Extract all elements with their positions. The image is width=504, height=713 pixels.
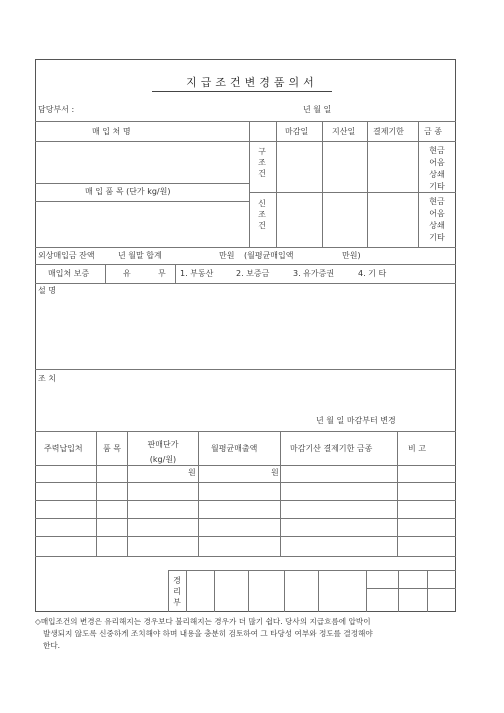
collateral-opt-2: 2. 보증금 xyxy=(236,269,270,278)
change-date: 년 월 일 마감부터 변경 xyxy=(316,416,396,425)
collateral-no: 무 xyxy=(158,269,166,278)
monthly-purchase-unit: 만원) xyxy=(342,251,361,260)
money-types-old: 현금 어음 상쇄 기타 xyxy=(429,146,445,191)
collateral-opt-1: 1. 부동산 xyxy=(180,269,214,278)
new-condition-label: 신 조 건 xyxy=(258,199,266,230)
col-header-start: 지산일 xyxy=(332,127,356,136)
t2-header-terms: 마감기산 결제기한 금종 xyxy=(290,444,373,453)
title-underline xyxy=(152,91,332,92)
goods-label: 매 입 품 목 (단가 kg/원) xyxy=(85,187,171,196)
t2-header-item: 품 목 xyxy=(103,444,121,453)
t2-header-unit-price: 판매단가 (kg/원) xyxy=(147,440,179,464)
collateral-label: 매입처 보증 xyxy=(48,269,90,278)
monthly-purchase-label: (월평균매입액 xyxy=(244,251,294,260)
balance-period: 년 월말 합계 xyxy=(118,251,162,260)
note-line-1: ◇매입조건의 변경은 유리해지는 경우보다 불리해지는 경우가 더 많기 쉽다. 당사의 지급흐름에 압박이 xyxy=(35,617,371,626)
date-label: 년 월 일 xyxy=(303,105,332,114)
col-header-closing: 마감일 xyxy=(285,127,309,136)
notes xyxy=(35,616,475,652)
col-header-payment-term: 결제기한 xyxy=(373,127,404,136)
note-line-2: 발생되지 않도록 신중하게 조치해야 하며 내용을 충분히 검토하여 그 타당성 여부와 정도를 결정해야 xyxy=(43,629,373,638)
t2-header-monthly-sales: 월평균매출액 xyxy=(211,444,258,453)
explanation-label: 설 명 xyxy=(38,286,56,295)
collateral-opt-4: 4. 기 타 xyxy=(358,269,387,278)
old-condition-label: 구 조 건 xyxy=(258,147,266,178)
collateral-yes: 유 xyxy=(123,269,131,278)
t2-unit-won-2: 원 xyxy=(271,468,279,477)
note-line-3: 한다. xyxy=(43,641,61,650)
t2-header-main-buyer: 주력납입처 xyxy=(44,444,83,453)
collateral-opt-3: 3. 유가증권 xyxy=(293,269,335,278)
buyer-name-header: 매 입 처 명 xyxy=(92,127,131,136)
balance-label: 외상매입금 잔액 xyxy=(38,251,95,260)
money-types-new: 현금 어음 상쇄 기타 xyxy=(429,197,445,242)
col-header-money-type: 금 종 xyxy=(424,127,442,136)
approval-accounting-label: 경 리 부 xyxy=(173,576,181,607)
balance-unit: 만원 xyxy=(219,251,235,260)
action-label: 조 치 xyxy=(38,374,56,383)
dept-label: 담당부서 : xyxy=(38,105,75,114)
t2-header-remarks: 비 고 xyxy=(408,444,426,453)
t2-unit-won-1: 원 xyxy=(188,468,196,477)
approval-box xyxy=(168,570,456,612)
form-title: 지급조건변경품의서 xyxy=(186,76,318,89)
